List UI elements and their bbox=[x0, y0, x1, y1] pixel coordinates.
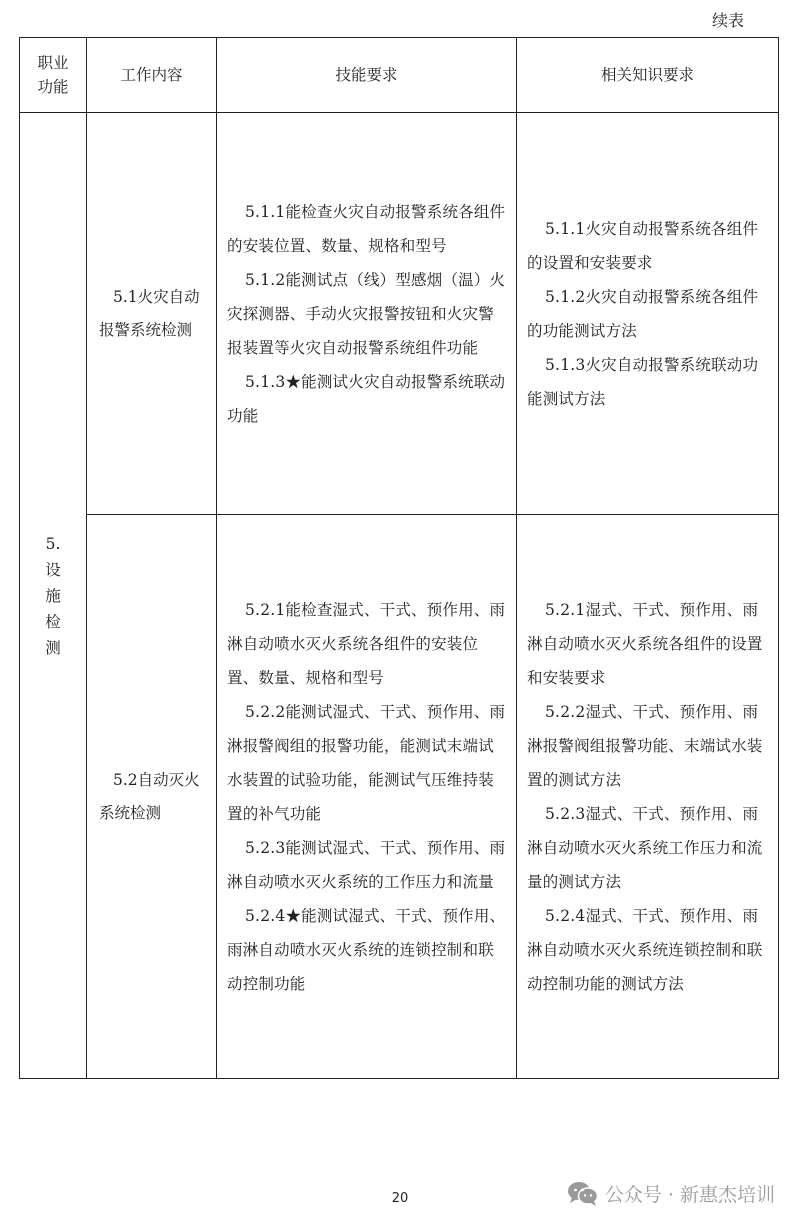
skill-item: 5.1.2能测试点（线）型感烟（温）火灾探测器、手动火灾报警按钮和火灾警报装置等火灾自动报警系统组件功能 bbox=[227, 270, 506, 357]
table-header-row bbox=[20, 38, 779, 113]
knowledge-item: 5.1.1火灾自动报警系统各组件的设置和安装要求 bbox=[527, 219, 759, 272]
page-number: 20 bbox=[391, 1191, 409, 1206]
function-label: 5.设施检测 bbox=[45, 534, 61, 657]
watermark bbox=[567, 1180, 775, 1207]
skill-item: 5.2.4★能测试湿式、干式、预作用、雨淋自动喷水灭火系统的连锁控制和联动控制功能 bbox=[227, 906, 506, 993]
skill-item: 5.1.3★能测试火灾自动报警系统联动功能 bbox=[227, 372, 506, 425]
work-cell: 5.2自动灭火系统检测 bbox=[87, 515, 217, 1079]
skills-cell bbox=[217, 113, 517, 515]
skill-item: 5.1.1能检查火灾自动报警系统各组件的安装位置、数量、规格和型号 bbox=[227, 202, 506, 255]
knowledge-item: 5.2.1湿式、干式、预作用、雨淋自动喷水灭火系统各组件的设置和安装要求 bbox=[527, 600, 763, 687]
function-cell bbox=[20, 113, 87, 1079]
skills-cell bbox=[217, 515, 517, 1079]
work-cell: 5.1火灾自动报警系统检测 bbox=[87, 113, 217, 515]
knowledge-item: 5.2.4湿式、干式、预作用、雨淋自动喷水灭火系统连锁控制和联动控制功能的测试方法 bbox=[527, 906, 763, 993]
knowledge-cell bbox=[517, 515, 779, 1079]
knowledge-cell bbox=[517, 113, 779, 515]
knowledge-item: 5.2.2湿式、干式、预作用、雨淋报警阀组报警功能、末端试水装置的测试方法 bbox=[527, 702, 763, 789]
header-work: 工作内容 bbox=[87, 38, 217, 113]
table-row bbox=[20, 515, 779, 1079]
header-skills: 技能要求 bbox=[217, 38, 517, 113]
header-function: 职业功能 bbox=[20, 38, 87, 113]
knowledge-item: 5.1.2火灾自动报警系统各组件的功能测试方法 bbox=[527, 287, 759, 340]
skill-item: 5.2.2能测试湿式、干式、预作用、雨淋报警阀组的报警功能，能测试末端试水装置的试验功能，能测试气压维持装置的补气功能 bbox=[227, 702, 506, 823]
header-knowledge: 相关知识要求 bbox=[517, 38, 779, 113]
skill-item: 5.2.3能测试湿式、干式、预作用、雨淋自动喷水灭火系统的工作压力和流量 bbox=[227, 838, 506, 891]
wechat-icon bbox=[567, 1181, 599, 1207]
skill-item: 5.2.1能检查湿式、干式、预作用、雨淋自动喷水灭火系统各组件的安装位置、数量、规格和型号 bbox=[227, 600, 506, 687]
watermark-text: 公众号 · 新惠杰培训 bbox=[604, 1184, 775, 1206]
knowledge-item: 5.2.3湿式、干式、预作用、雨淋自动喷水灭火系统工作压力和流量的测试方法 bbox=[527, 804, 763, 891]
knowledge-item: 5.1.3火灾自动报警系统联动功能测试方法 bbox=[527, 355, 759, 408]
continued-label: 续表 bbox=[711, 11, 744, 30]
skills-table bbox=[19, 37, 779, 1079]
table-row bbox=[20, 113, 779, 515]
